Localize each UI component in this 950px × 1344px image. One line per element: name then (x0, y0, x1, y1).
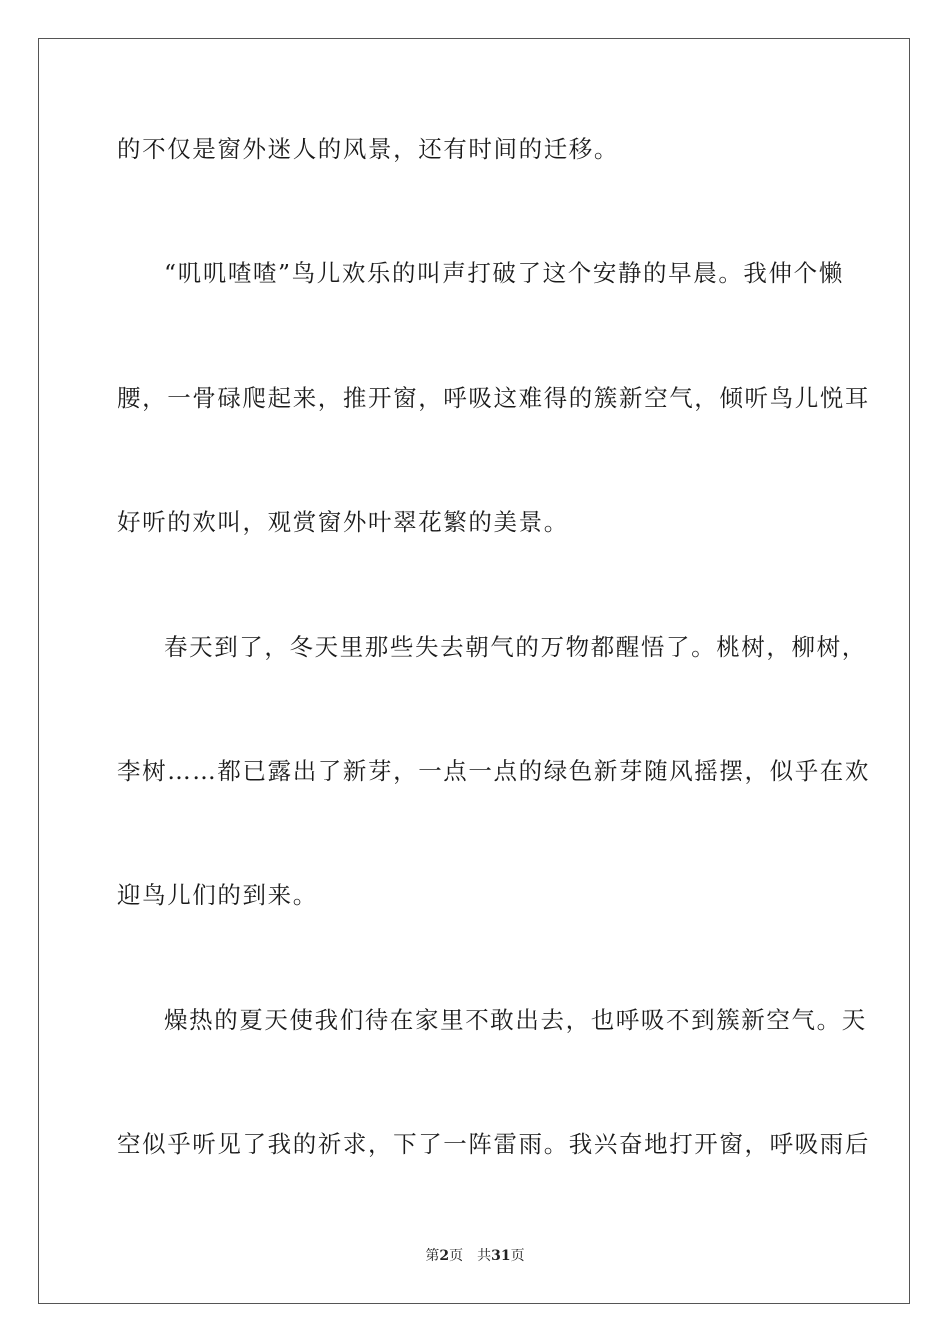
text-line-5: 春天到了，冬天里那些失去朝气的万物都醒悟了。桃树，柳树， (164, 633, 867, 661)
text-line-6: 李树……都已露出了新芽，一点一点的绿色新芽随风摇摆，似乎在欢 (117, 757, 870, 785)
text-line-8: 燥热的夏天使我们待在家里不敢出去，也呼吸不到簇新空气。天 (164, 1006, 867, 1034)
page-label-suffix: 页 (449, 1248, 464, 1264)
text-line-2: “叽叽喳喳”鸟儿欢乐的叫声打破了这个安静的早晨。我伸个懒 (164, 259, 844, 287)
total-label-suffix: 页 (510, 1248, 525, 1264)
page-label-prefix: 第 (425, 1248, 440, 1264)
page-number: 2 (439, 1248, 450, 1264)
text-line-4: 好听的欢叫，观赏窗外叶翠花繁的美景。 (117, 508, 569, 536)
text-line-9: 空似乎听见了我的祈求，下了一阵雷雨。我兴奋地打开窗，呼吸雨后 (117, 1130, 870, 1158)
text-line-7: 迎鸟儿们的到来。 (117, 881, 318, 909)
total-pages: 31 (491, 1248, 511, 1264)
total-label-prefix: 共 (477, 1248, 492, 1264)
text-line-3: 腰，一骨碌爬起来，推开窗，呼吸这难得的簇新空气，倾听鸟儿悦耳 (117, 384, 870, 412)
text-line-1: 的不仅是窗外迷人的风景，还有时间的迁移。 (117, 135, 619, 163)
page-footer (0, 1247, 950, 1265)
page-border (38, 38, 910, 1304)
